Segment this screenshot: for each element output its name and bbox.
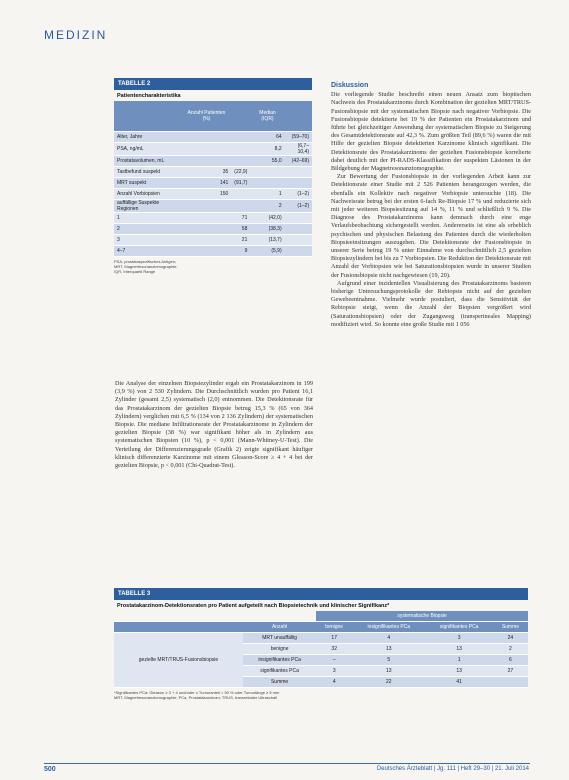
table-cell: insignifikantes PCa [243,655,316,666]
table-3-label: TABELLE 3 [114,588,528,600]
table-cell: 5 [352,655,425,666]
table-cell: 141 [182,178,232,189]
table-note: *Signifikantes PCa: Gleason ≥ 3 + 4 und/oder ≥ Tumoranteil > 50 % oder Tumorlänge ≥ 5 mm [114,690,280,695]
table-cell: Tastbefund suspekt [114,167,182,178]
table-cell: 4 [316,677,352,688]
table-note: PSA, prostataspezifisches Antigen; [114,259,177,264]
table-cell [493,677,528,688]
table-2-caption: Patientencharakteristika [117,93,181,99]
table-row [114,189,312,200]
table-cell: MRT unauffällig [243,633,316,644]
table-cell: 27 [493,666,528,677]
table-cell: Summe [243,677,316,688]
table-cell: 3 [425,633,492,644]
table-cell: (13,7) [250,235,284,246]
table-cell: 3 [316,666,352,677]
table-cell: 13 [352,644,425,655]
table-header-cell: Median (IQR) [250,101,284,132]
table-row [114,213,312,224]
table-cell [182,200,232,213]
table-cell: (38,3) [250,224,284,235]
table-header-cell: signifikantes PCa [425,622,492,633]
table-cell: signifikantes PCa [243,666,316,677]
body-paragraph: Die Analyse der einzelnen Biopsiezylinder ergab ein Prostatakarzinom in 199 (3,9 %) von 2 530 Zylindern. Die Durchschnittlich wurden pro Patient 16,1 Zylinder (gesamt 2,5) systematisch (2,0) entnommen. Die Detektionsrate für das Prostatakarzinom der gezielten Biopsie betrug 15,3 % (65 von 364 Zylindern) verglichen mit 6,5 % (134 von 2 136 Zylindern) der systematischen Biopsie. Die mediane Infiltrationsrate der Prostatakarzinome in Zylindern der gezielten Biopsie (38 %) war signifikant höher als in Zylindern aus systematischen Biopsien (10 %), p < 0,001 (Mann-Whitney-U-Test). Die Verteilung der Differenzierungsgrade (Grafik 2) zeigte signifikant häufiger klinisch differenzierte Karzinome mit einem Gleason-Score ≥ 4 + 4 bei der gezielten Biopsie, p < 0,001 (Chi-Quadrat-Test). [115,380,313,470]
table-row [114,156,312,167]
table-cell: 1 [114,213,182,224]
table-header-cell [231,101,250,132]
table-note: MRT, Magnetresonanztomographie; [114,264,178,269]
page-header [0,0,569,50]
table-row [114,143,312,156]
section-heading-discussion: Diskussion [331,82,369,89]
table-note: MRT, Magnetresonanztomographie; PCa, Prostatakarzinom; TRUS, transrektaler Ultraschall [114,695,278,700]
table-cell: 13 [352,666,425,677]
table-cell: (1–2) [285,200,312,213]
table-row [114,200,312,213]
table-cell: 35 [182,167,232,178]
table-cell [182,156,232,167]
table-cell: 150 [182,189,232,200]
journal-citation: Deutsches Ärzteblatt | Jg. 111 | Heft 29–30 | 21. Juli 2014 [376,766,529,772]
table-cell: 21 [231,235,250,246]
table-cell: 41 [425,677,492,688]
table-cell [182,224,232,235]
table-cell: 2 [493,644,528,655]
table-2-label: TABELLE 2 [114,78,312,90]
section-label: MEDIZIN [44,28,108,42]
table-cell: (1–2) [285,189,312,200]
table-cell: Anzahl Vorbiopsien [114,189,182,200]
table-3-group-header: systematische Biopsie [316,611,528,622]
table-cell: (5,9) [250,246,284,257]
table-cell [250,178,284,189]
table-cell: 55,0 [250,156,284,167]
table-3-notes [114,688,528,700]
table-cell [285,246,312,257]
table-header-cell [114,101,182,132]
table-cell [285,167,312,178]
table-row [114,246,312,257]
table-header-cell: Summe [493,622,528,633]
table-cell: 32 [316,644,352,655]
table-header-cell: Anzahl [243,622,316,633]
table-cell: (6,7–10,4) [285,143,312,156]
table-header-cell: Anzahl Patienten (%) [182,101,232,132]
table-cell: 1 [425,655,492,666]
table-cell: PSA, ng/mL [114,143,182,156]
table-row [114,167,312,178]
table-row [114,224,312,235]
table-cell [182,213,232,224]
table-cell: benigne [243,644,316,655]
table-cell: 64 [250,132,284,143]
table-cell: 17 [316,633,352,644]
table-group-label: gezielte MRT/TRUS-Fusionsbiopsie [114,633,243,688]
table-header-cell [285,101,312,132]
footer-rule [44,763,530,764]
table-row [114,633,528,644]
table-3-grid [114,611,528,688]
body-paragraph: Die vorliegende Studie beschreibt einen neuen Ansatz zum bioptischen Nachweis des Prostatakarzinoms durch Kombination der gezielten MRT/TRUS-Fusionsbiopsie mit der systematischen Biopsie nach negativer Vorbiopsie. Die Fusionsbiopsie detektierte bei 19 % der Patienten ein Prostatakarzinom und führte bei gleichzeitiger Anwendung der systematischen Biopsie zu Steigerung des Gesamtdetektionsrate auf 42,3 %. Zum größten Teil (89,6 %) waren die mit Hilfe der gezielten Biopsie detektierten Karzinome klinisch signifikant. Die Detektionsrate des Prostatakarzinoms der gezielten Fusionsbiopsie korrelierte dabei deutlich mit der PI-RADS-Klassifikation der suspekten Läsionen in der Bildgebung der Magnetresonanztomographie. [331,91,531,173]
table-cell: Prostatavolumen, mL [114,156,182,167]
table-3 [114,588,528,700]
table-cell: 4–7 [114,246,182,257]
table-cell: 3 [114,235,182,246]
table-row [114,178,312,189]
table-header-cell: insignifikantes PCa [352,622,425,633]
table-cell: (59–70) [285,132,312,143]
table-cell [182,235,232,246]
table-cell [182,246,232,257]
table-cell [231,200,250,213]
table-cell: MRT suspekt [114,178,182,189]
table-cell [231,132,250,143]
table-cell [285,213,312,224]
table-3-caption: Prostatakarzinom-Detektionsraten pro Patient aufgeteilt nach Biopsietechnik und klinischer Signifikanz* [117,603,390,609]
page-number: 500 [44,766,56,773]
table-cell: 2 [250,200,284,213]
table-2-notes [114,257,312,274]
table-cell [182,143,232,156]
body-paragraph: Zur Bewertung der Fusionsbiopsie in der vorliegenden Arbeit kann zur Detektionsrate einer Studie mit 2 526 Patienten herangezogen werden, die ebenfalls ein Kollektiv nach negativer Vorbiopsie untersuchte (18). Die Nachweisrate betrug bei der ersten 6-fach Re-Biopsie 17 % und reduzierte sich mit jeder weiteren Biopsiesitzung auf 14 %, 11 % und schließlich 9 %. Die Diagnose des Prostatakarzinoms kann demnach durch eine enge Verlaufsbeobachtung sichergestellt werden. Andererseits ist eine als erheblich psychischen und physischen Belastung des Patienten durch die wiederholten Biopsieeinsitzungen auszugehen. Die Detektionsrate der Fusionsbiopsie in unserer Serie betrug 19 % unter Einnahme von durchschnittlich 2,5 gezielten Biopsiezylindern bei bis zu 7 Vorbiopsien. Die Reduktion der Detektionsrate mit Anzahl der Vorbiopsien wie bei Saturationsbiopsien wurde in unserer Studien der Fusionsbiopsie nicht nachgewiesen (19, 20). [331,173,531,279]
table-row [114,132,312,143]
table-cell [285,178,312,189]
table-cell [231,156,250,167]
table-cell: – [316,655,352,666]
table-cell: 13 [425,644,492,655]
body-paragraph: Aufgrund einer inzidentellen Visualisierung des Prostatakarzinoms basieren bisherige Untersuchungsprotokolle der Rebiopsie nicht auf der gezielten Gewebeentnahme. Vielmehr wurde postuliert, dass die Sensitivität der Rebiopsie steigt, wenn die Anzahl der Biopsien vergrößert wird (Saturationsbiopsien) oder der Zugangsweg (transperineales Mapping) modifiziert wird. So konnte eine große Studie mit 1 056 [331,279,531,328]
table-cell: 1 [250,189,284,200]
table-cell: (42–69) [285,156,312,167]
table-header-cell: benigne [316,622,352,633]
table-cell: (91,7) [231,178,250,189]
table-row [114,235,312,246]
table-cell [231,143,250,156]
table-cell [285,224,312,235]
table-cell [285,235,312,246]
table-header-cell [114,622,243,633]
table-cell: (22,9) [231,167,250,178]
body-column-left [115,380,313,470]
table-cell: 2 [114,224,182,235]
table-cell: 4 [352,633,425,644]
table-cell: Alter, Jahre [114,132,182,143]
table-cell: 6 [493,655,528,666]
table-cell: 58 [231,224,250,235]
table-cell: 22 [352,677,425,688]
table-cell: (42,0) [250,213,284,224]
table-cell: 71 [231,213,250,224]
table-cell: 13 [425,666,492,677]
table-2 [114,78,312,274]
table-cell [231,189,250,200]
table-2-grid [114,101,312,257]
table-cell [182,132,232,143]
body-column-right [331,82,531,329]
table-cell: 24 [493,633,528,644]
table-note: IQR, Interquartil Range [114,269,156,274]
table-cell: auffällige Suspekte Regionen [114,200,182,213]
table-cell: 9 [231,246,250,257]
table-cell: 8,2 [250,143,284,156]
table-cell [250,167,284,178]
